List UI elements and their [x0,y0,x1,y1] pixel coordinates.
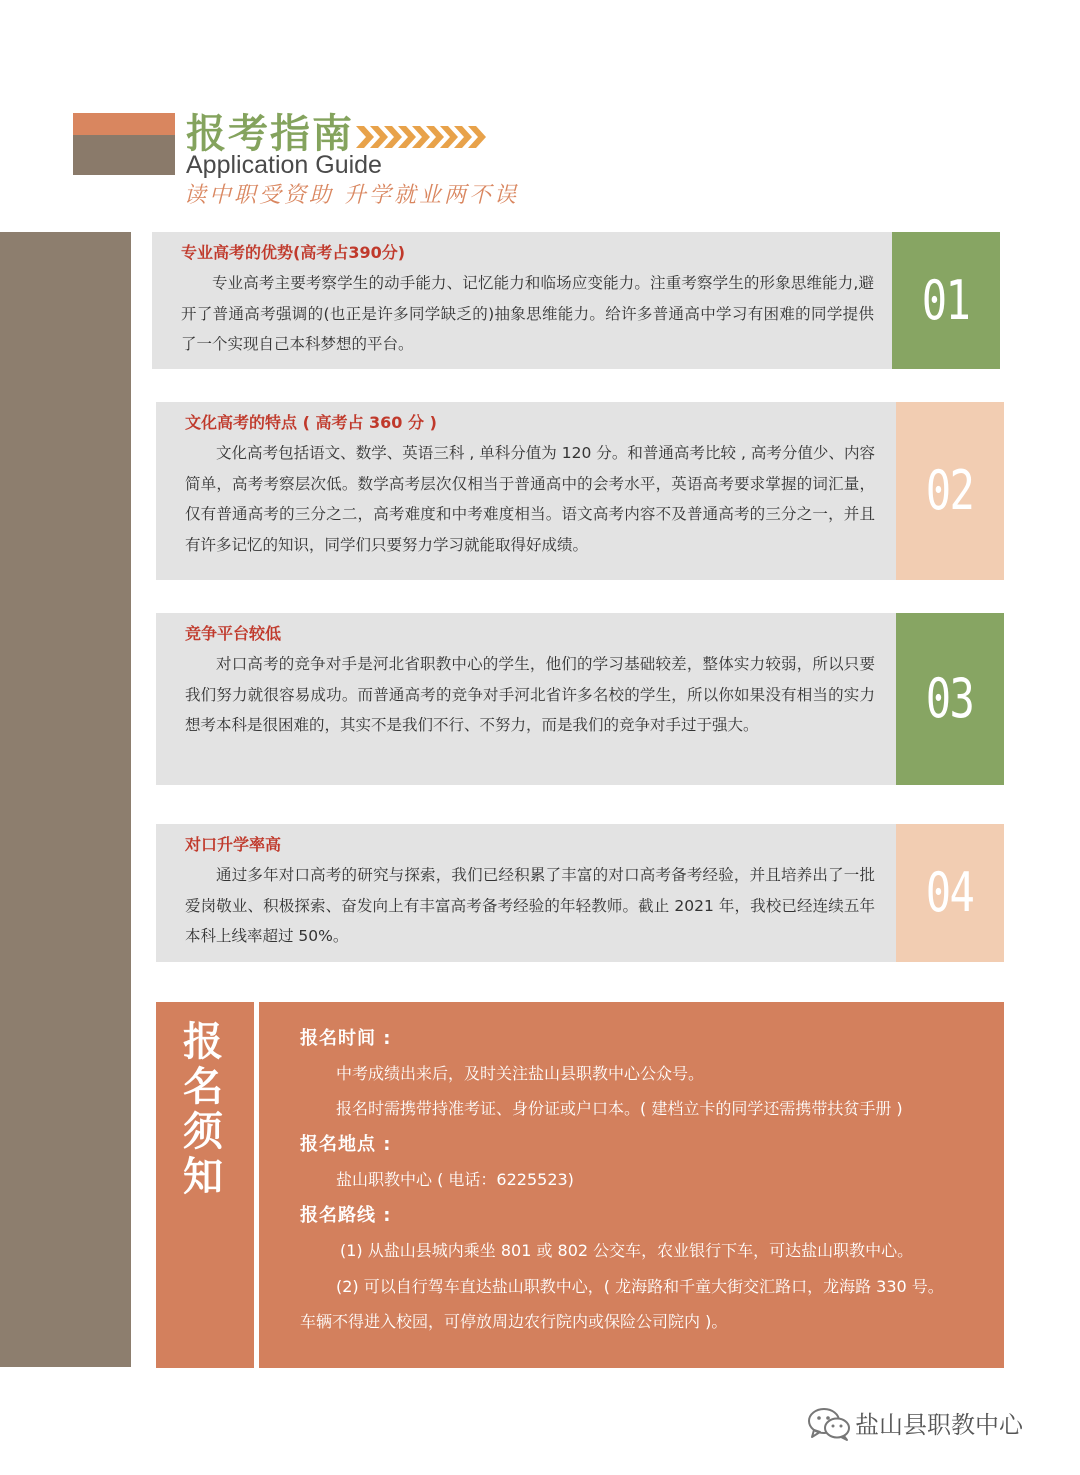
page-slogan: 读中职受资助 升学就业两不误 [184,183,519,208]
card-number: 03 [926,667,974,730]
page-title: 报考指南 [186,111,354,157]
card-number-badge [896,613,1004,785]
card-title: 对口升学率高 [185,835,282,854]
chevron-arrows-icon [356,120,488,154]
wechat-icon [806,1406,852,1446]
registration-route-label: 报名路线 : [300,1205,392,1226]
card-number: 04 [926,861,974,924]
registration-place-line: 盐山职教中心 ( 电话：6225523) [336,1170,574,1189]
card-title: 竞争平台较低 [185,624,282,643]
header-accent-block-top [73,113,175,135]
card-title: 文化高考的特点 ( 高考占 360 分 ) [185,413,437,432]
card-body: 对口高考的竞争对手是河北省职教中心的学生，他们的学习基础较差，整体实力较弱，所以只要我们努力就很容易成功。而普通高考的竞争对手河北省许多名校的学生，所以你如果没有相当的实力想考本科是很困难的，其实不是我们不行、不努力，而是我们的竞争对手过于强大。 [185,655,875,734]
card-body: 文化高考包括语文、数学、英语三科 , 单科分值为 120 分。和普通高考比较 , 高考分值少、内容简单，高考考察层次低。数学高考层次仅相当于普通高中的会考水平，英语高考要求掌握的词汇量，仅有普通高考的三分之二，高考难度和中考难度相当。语文高考内容不及普通高考的三分之一，并且有许多记忆的知识，同学们只要努力学习就能取得好成绩。 [185,444,875,554]
registration-title: 报名须知 [183,1019,223,1200]
registration-time-line: 报名时需携带持准考证、身份证或户口本。( 建档立卡的同学还需携带扶贫手册 ) [336,1099,903,1118]
registration-time-label: 报名时间 : [300,1028,392,1049]
registration-place-label: 报名地点 : [300,1134,392,1155]
page-subtitle: Application Guide [186,151,382,179]
registration-route-line: (2) 可以自行驾车直达盐山职教中心，( 龙海路和千童大街交汇路口，龙海路 330 号。 [336,1277,944,1296]
card-body: 专业高考主要考察学生的动手能力、记忆能力和临场应变能力。注重考察学生的形象思维能力,避开了普通高考强调的(也正是许多同学缺乏的)抽象思维能力。给许多普通高中学习有困难的同学提供了一个实现自己本科梦想的平台。 [181,274,874,353]
header-accent-block-bottom [73,135,175,175]
registration-route-line: (1) 从盐山县城内乘坐 801 或 802 公交车，农业银行下车，可达盐山职教中心。 [340,1241,914,1260]
card-title: 专业高考的优势(高考占390分) [181,243,406,262]
wechat-icon-svg [806,1406,852,1442]
card-number-badge [896,402,1004,580]
side-decoration-bar [0,232,131,1367]
card-number: 01 [922,268,970,332]
watermark-text: 盐山县职教中心 [855,1411,1023,1439]
registration-time-line: 中考成绩出来后，及时关注盐山县职教中心公众号。 [336,1064,705,1083]
card-number-badge [896,824,1004,962]
card-number-badge [892,232,1000,369]
card-number: 02 [926,459,974,522]
chevron-arrows-svg [356,120,488,154]
card-body: 通过多年对口高考的研究与探索，我们已经积累了丰富的对口高考备考经验，并且培养出了一批爱岗敬业、积极探索、奋发向上有丰富高考备考经验的年轻教师。截止 2021 年，我校已经连续五年本科上线率超过 50%。 [185,866,875,945]
registration-route-line: 车辆不得进入校园，可停放周边农行院内或保险公司院内 )。 [300,1312,728,1331]
